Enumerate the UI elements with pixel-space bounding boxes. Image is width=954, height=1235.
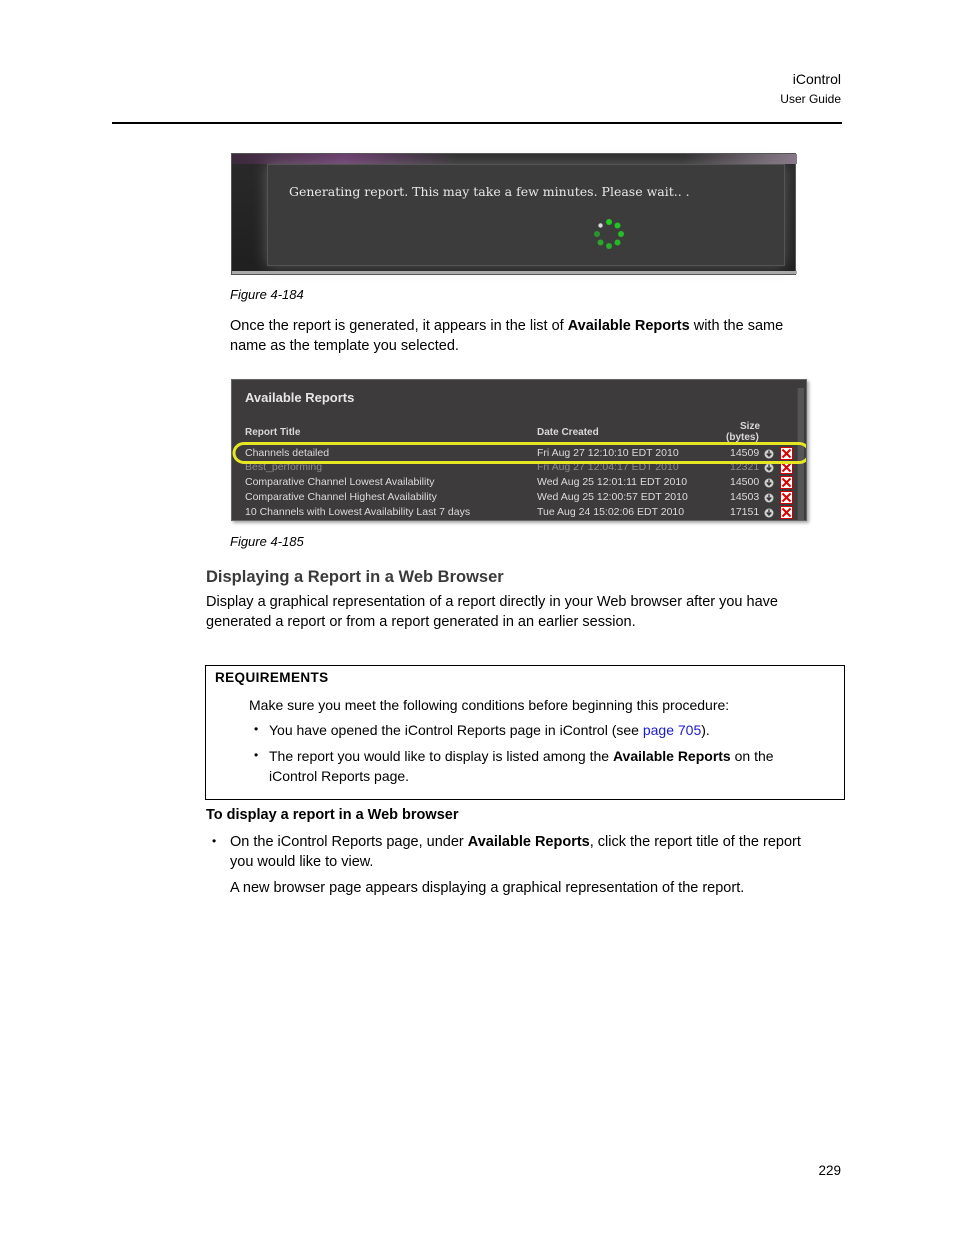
req2-post: on the <box>730 748 774 764</box>
header-subtitle: User Guide <box>780 92 841 106</box>
report-row-date: Fri Aug 27 12:04:17 EDT 2010 <box>537 461 679 473</box>
column-header-size[interactable]: Size <box>740 421 761 432</box>
report-row-size: 12321 <box>730 461 760 473</box>
report-row-date: Fri Aug 27 12:10:10 EDT 2010 <box>537 447 679 459</box>
column-header-report-title[interactable]: Report Title <box>245 427 301 438</box>
step-pre: On the iControl Reports page, under <box>230 834 468 850</box>
report-row-title[interactable]: Channels detailed <box>245 447 330 459</box>
loading-spinner-icon <box>593 218 625 250</box>
report-row-title[interactable]: Comparative Channel Highest Availability <box>245 491 437 503</box>
para1-post: with the same <box>689 318 784 334</box>
download-icon[interactable] <box>764 463 774 473</box>
highlight-oval <box>232 442 807 464</box>
column-header-size-units: (bytes) <box>726 432 759 443</box>
req2-bold: Available Reports <box>612 748 731 764</box>
report-row-size: 17151 <box>730 506 760 518</box>
available-reports-title: Available Reports <box>245 390 355 405</box>
requirement-item-2 <box>269 746 829 786</box>
requirements-intro: Make sure you meet the following conditions before beginning this procedure: <box>249 697 730 713</box>
bullet: • <box>212 834 217 848</box>
generating-message: Generating report. This may take a few minutes. Please wait.. . <box>289 184 690 199</box>
section-title: Displaying a Report in a Web Browser <box>206 568 504 586</box>
download-icon[interactable] <box>764 478 774 488</box>
page-number: 229 <box>818 1163 841 1178</box>
delete-icon[interactable] <box>780 491 793 504</box>
figure-bottom-line <box>232 271 797 274</box>
figure-available-reports <box>231 379 807 521</box>
figure-184-caption: Figure 4-184 <box>230 287 304 302</box>
step-line2: you would like to view. <box>230 854 374 870</box>
para1-line2: name as the template you selected. <box>230 338 459 354</box>
report-row-title[interactable]: Best_performing <box>245 461 323 473</box>
column-header-date-created[interactable]: Date Created <box>537 427 599 438</box>
procedure-title: To display a report in a Web browser <box>206 807 459 823</box>
delete-icon[interactable] <box>780 506 793 519</box>
req2-pre: The report you would like to display is listed among the <box>269 748 613 764</box>
step-bold: Available Reports <box>467 834 590 850</box>
page-705-link[interactable]: page 705 <box>642 722 702 738</box>
report-row-size: 14500 <box>730 476 760 488</box>
bullet: • <box>254 748 259 762</box>
report-row-date: Wed Aug 25 12:01:11 EDT 2010 <box>537 476 688 488</box>
header-rule <box>112 122 842 124</box>
report-row-title[interactable]: 10 Channels with Lowest Availability Last 7 days <box>245 506 471 518</box>
figure-185-caption: Figure 4-185 <box>230 534 304 549</box>
procedure-result: A new browser page appears displaying a graphical representation of the report. <box>230 880 745 896</box>
report-row-date: Tue Aug 24 15:02:06 EDT 2010 <box>537 506 685 518</box>
section-intro <box>206 592 836 632</box>
section-line2: generated a report or from a report generated in an earlier session. <box>206 614 636 630</box>
para1-bold: Available Reports <box>567 318 690 334</box>
req1-pre: You have opened the iControl Reports page in iControl (see <box>269 722 643 738</box>
req1-post: ). <box>701 722 710 738</box>
generating-dialog <box>267 164 785 266</box>
delete-icon[interactable] <box>780 476 793 489</box>
figure-generating-report <box>231 153 796 275</box>
figure-top-strip <box>232 154 797 164</box>
paragraph-report-generated <box>230 316 840 356</box>
bullet: • <box>254 722 259 736</box>
requirement-item-1 <box>269 720 710 740</box>
para1-pre: Once the report is generated, it appears in the list of <box>230 318 568 334</box>
report-row-size: 14503 <box>730 491 760 503</box>
download-icon[interactable] <box>764 508 774 518</box>
requirements-box <box>205 665 845 800</box>
requirements-title: REQUIREMENTS <box>215 670 329 685</box>
header-title: iControl <box>792 71 841 87</box>
report-row-date: Wed Aug 25 12:00:57 EDT 2010 <box>537 491 688 503</box>
download-icon[interactable] <box>764 493 774 503</box>
step-post: , click the report title of the report <box>589 834 801 850</box>
report-row-title[interactable]: Comparative Channel Lowest Availability <box>245 476 435 488</box>
report-row-size: 14509 <box>730 447 760 459</box>
req2-line2: iControl Reports page. <box>269 768 410 784</box>
procedure-step <box>230 832 845 872</box>
section-line1: Display a graphical representation of a report directly in your Web browser after you have <box>206 594 778 610</box>
